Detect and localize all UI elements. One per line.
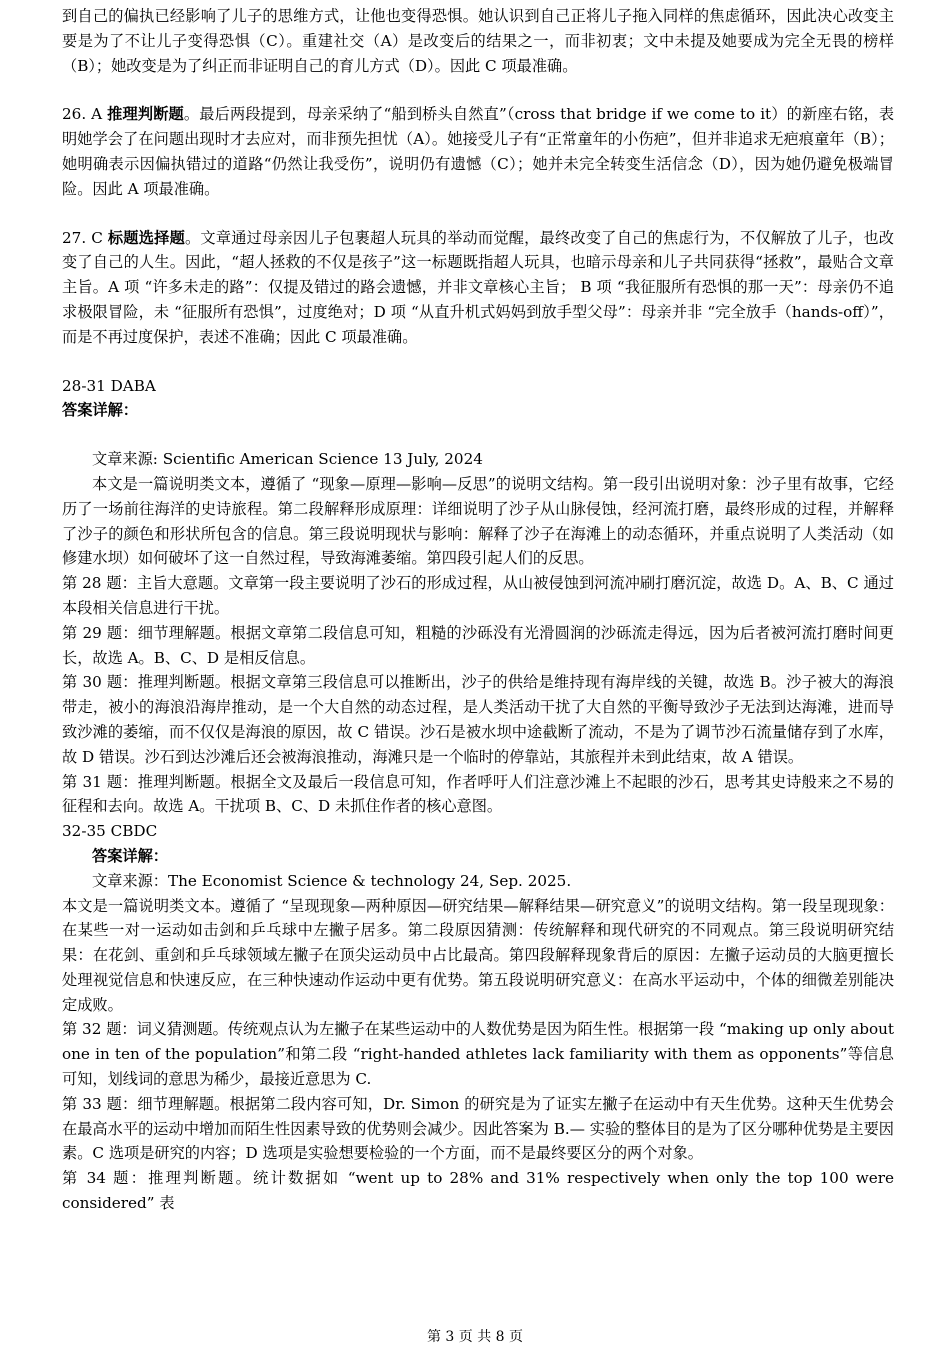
paragraph-q28 [62,571,894,621]
question-type: 推理判断题 [107,105,184,124]
paragraph-gap [62,350,894,374]
paragraph-gap [62,423,894,447]
page-footer: 第 3 页 共 8 页 [426,1329,524,1345]
paragraph-q33 [62,1092,894,1166]
paragraph-q30 [62,670,894,769]
question-number: 26. A [62,105,108,124]
paragraph-h28 [62,374,894,399]
paragraph-q32 [62,1017,894,1091]
paragraph-src2 [62,869,894,894]
paragraph-text: 第 30 题：推理判断题。根据文章第三段信息可以推断出，沙子的供给是维持现有海岸线的关键，故选 B。沙子被大的海浪带走，被小的海浪沿海岸推动，是一个大自然的动态过程，是人类活动干扰了大自然的平衡导致沙子无法到达海滩，进而导致沙滩的萎缩，而不仅仅是海浪的原因，故 C 错误。沙石是被水坝中途截断了流动，不是为了调节沙石流量储存到了水库，故 D 错误。沙石到达沙滩后还会被海浪推动，海滩只是一个临时的停靠站，其旅程并未到此结束，故 A 错误。 [62,673,894,766]
paragraph-gap [62,202,894,226]
paragraph-text: 。最后两段提到，母亲采纳了“船到桥头自然直”（cross that bridge if we come to it）的新座右铭，表明她学会了在问题出现时才去应对，而非预先担忧（A）。她接受儿子有“正常童年的小伤疤”，但并非追求无疤痕童年（B）；她明确表示因偏执错过的道路“仍然让我受伤”，说明仍有遗憾（C）；她并未完全转变生活信念（D），因为她仍避免极端冒险。因此 A 项最准确。 [62,105,895,198]
paragraph-text: 第 34 题：推理判断题。统计数据如 “went up to 28% and 31% respectively when only the top 100 were considered” 表 [62,1169,894,1213]
paragraph-text: 本文是一篇说明类文本。遵循了 “呈现现象—两种原因—研究结果—解释结果—研究意义”的说明文结构。第一段呈现现象：在某些一对一运动如击剑和乒乓球中左撇子居多。第二段原因猜测：传统解释和现代研究的不同观点。第三段说明研究结果：在花剑、重剑和乒乓球领域左撇子在顶尖运动员中占比最高。第四段解释现象背后的原因：左撇子运动员的大脑更擅长处理视觉信息和快速反应，在三种快速动作运动中更有优势。第五段说明研究意义：在高水平运动中，个体的细微差别能决定成败。 [62,896,894,1014]
paragraph-text: 28-31 DABA [62,376,156,395]
paragraph-h32-ans [62,844,894,869]
paragraph-text: 答案详解： [92,846,168,865]
paragraph-q27 [62,226,894,350]
paragraph-text: 第 33 题：细节理解题。根据第二段内容可知，Dr. Simon 的研究是为了证实左撇子在运动中有天生优势。这种天生优势会在最高水平的运动中增加而陌生性因素导致的优势则会减少。因此答案为 B.— 实验的整体目的是为了区分哪种优势是主要因素。C 选项是研究的内容；D 选项是实验想要检验的一个方面，而不是最终要区分的两个对象。 [62,1094,894,1163]
paragraph-text: 。文章通过母亲因儿子包裹超人玩具的举动而觉醒，最终改变了自己的焦虑行为，不仅解放了儿子，也改变了自己的人生。因此，“超人拯救的不仅是孩子”这一标题既指超人玩具，也暗示母亲和儿子共同获得“拯救”，最贴合文章主旨。A 项 “许多未走的路”：仅提及错过的路会遗憾，并非文章核心主旨； B 项 “我征服所有恐惧的那一天”：母亲仍不追求极限冒险，未 “征服所有恐惧”，过度绝对；D 项 “从直升机式妈妈到放手型父母”：母亲并非 “完全放手（hands-off）”，而是不再过度保护，表述不准确；因此 C 项最准确。 [62,228,894,346]
paragraph-q26 [62,102,894,201]
paragraph-text: 第 31 题：推理判断题。根据全文及最后一段信息可知，作者呼吁人们注意沙滩上不起眼的沙石，思考其史诗般来之不易的征程和去向。故选 A。干扰项 B、C、D 未抓住作者的核心意图。 [62,772,894,816]
paragraph-text: 第 28 题：主旨大意题。文章第一段主要说明了沙石的形成过程，从山被侵蚀到河流冲刷打磨沉淀，故选 D。A、B、C 通过本段相关信息进行干扰。 [62,574,894,617]
paragraph-h28-ans [62,398,894,423]
paragraph-text: 答案详解： [62,401,138,420]
paragraph-text: 到自己的偏执已经影响了儿子的思维方式，让他也变得恐惧。她认识到自己正将儿子拖入同样的焦虑循环，因此决心改变主要是为了不让儿子变得恐惧（C）。重建社交（A）是改变后的结果之一，而非初衷；文中未提及她要成为完全无畏的榜样（B）；她改变是为了纠正而非证明自己的育儿方式（D）。因此 C 项最准确。 [62,7,894,75]
paragraph-q31 [62,770,894,820]
paragraph-text: 32-35 CBDC [62,822,158,841]
paragraph-summary1 [62,472,894,571]
paragraph-text: 第 29 题：细节理解题。根据文章第二段信息可知，粗糙的沙砾没有光滑圆润的沙砾流走得远，因为后者被河流打磨时间更长，故选 A。B、C、D 是相反信息。 [62,623,894,667]
paragraph-text: 第 32 题：词义猜测题。传统观点认为左撇子在某些运动中的人数优势是因为陌生性。根据第一段 “making up only about one in ten of the population”和第二段 “right-handed athletes lack familiarity with them as opponents”等信息可知，划线词的意思为稀少，最接近意思为 C. [62,1020,894,1089]
paragraph-text: 文章来源: Scientific American Science 13 July, 2024 [92,450,483,469]
paragraph-text: 本文是一篇说明类文本，遵循了 “现象—原理—影响—反思”的说明文结构。第一段引出说明对象：沙子里有故事，它经历了一场前往海洋的史诗旅程。第二段解释形成原理：详细说明了沙子从山脉侵蚀，经河流打磨，最终形成的过程，并解释了沙子的颜色和形状所包含的信息。第三段说明现状与影响：解释了沙子在海滩上的动态循环，并重点说明了人类活动（如修建水坝）如何破坏了这一自然过程，导致海滩萎缩。第四段引起人们的反思。 [62,474,894,568]
paragraph-q34 [62,1166,894,1216]
question-type: 标题选择题 [107,228,185,247]
question-number: 27. C [62,228,108,247]
paragraph-h32 [62,819,894,844]
document-page [62,4,894,1216]
paragraph-gap [62,78,894,102]
paragraph-p25-cont [62,4,894,78]
paragraph-q29 [62,621,894,671]
paragraph-src1 [62,447,894,472]
paragraph-text: 文章来源：The Economist Science & technology 24, Sep. 2025. [92,871,572,890]
paragraph-summary2 [62,894,894,1018]
